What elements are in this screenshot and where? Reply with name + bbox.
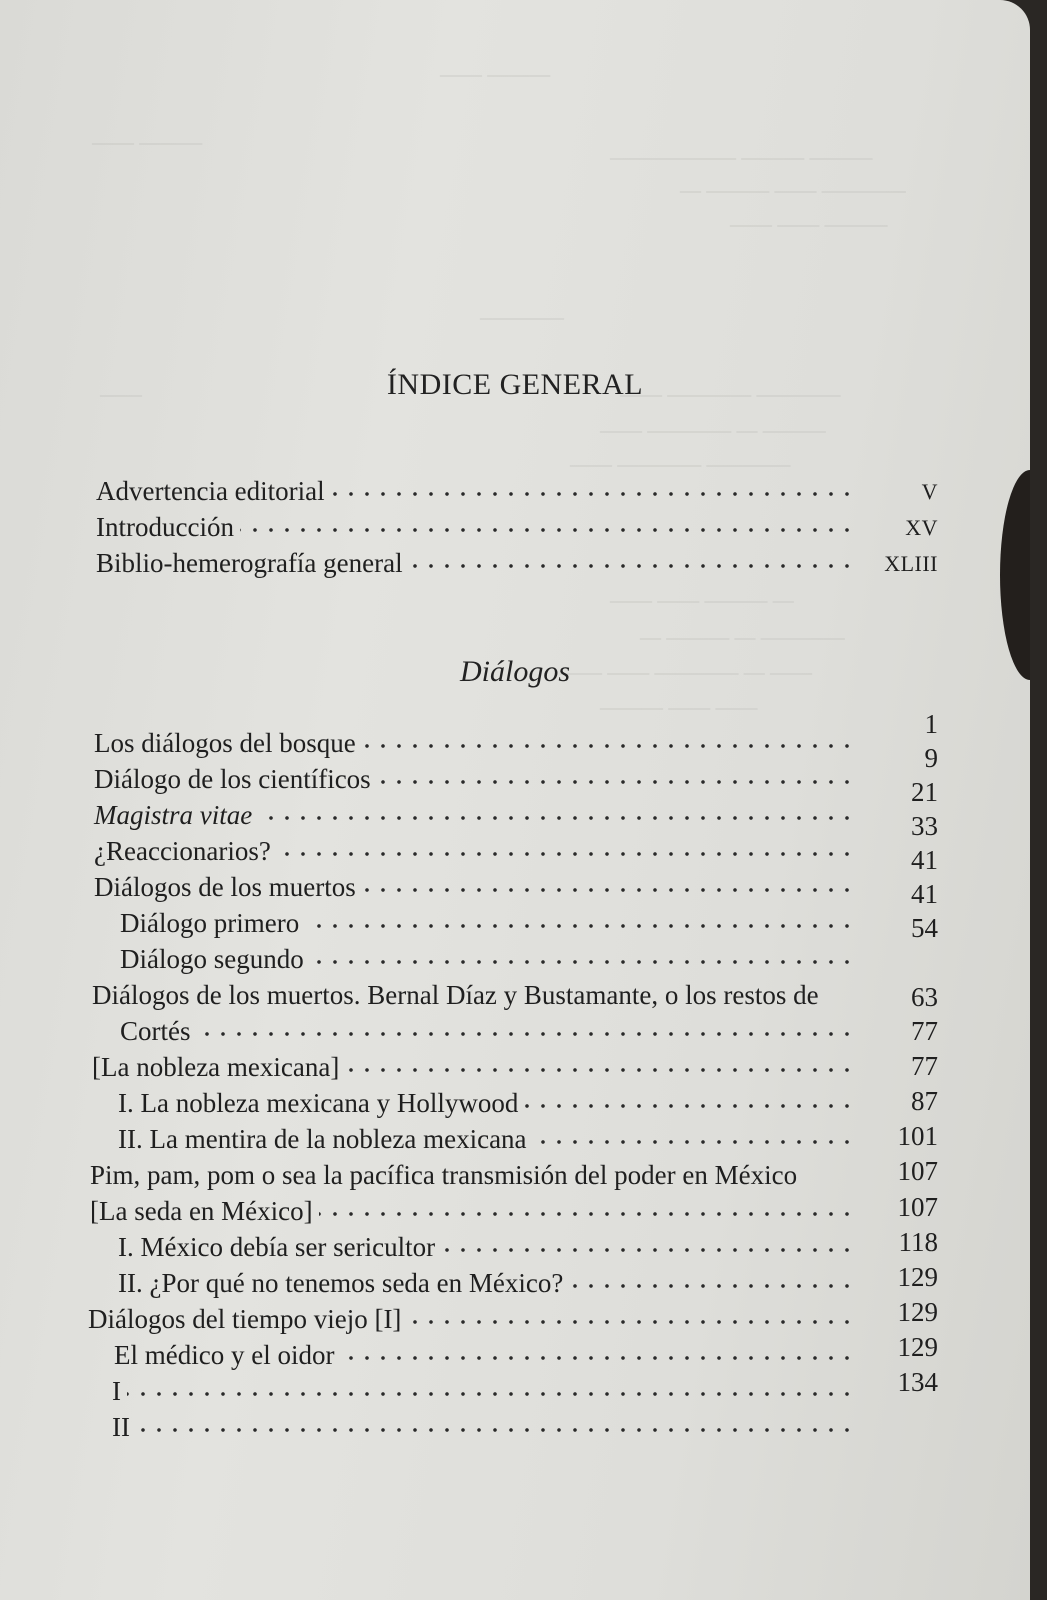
toc-entry[interactable] [0, 1376, 1030, 1410]
toc-entry-label: II [112, 1412, 130, 1442]
page-number: 54 [911, 913, 938, 943]
toc-entry[interactable] [0, 1304, 1030, 1338]
toc-entry[interactable] [0, 872, 1030, 906]
leader-dots [277, 844, 855, 864]
section-title: Diálogos [459, 655, 570, 688]
toc-entry-label: Diálogos de los muertos. Bernal Díaz y Bustamante, o los restos de [92, 980, 819, 1010]
toc-entry-label: II. ¿Por qué no tenemos seda en México? [118, 1268, 564, 1298]
page-number: 41 [911, 845, 938, 875]
toc-entry-label: ¿Reaccionarios? [94, 836, 271, 866]
page-number: 118 [898, 1227, 938, 1257]
leader-dots [362, 880, 855, 900]
leader-dots [377, 772, 855, 792]
toc-entry-label: [La seda en México] [90, 1196, 313, 1226]
toc-entry[interactable] [0, 1412, 1030, 1446]
leader-dots [345, 1060, 855, 1080]
toc-entry-label: Cortés [120, 1016, 191, 1046]
leader-dots [533, 1132, 855, 1152]
toc-entry-label: Biblio-hemerografía general [96, 548, 403, 578]
page-number: 129 [897, 1332, 938, 1362]
toc-entry-label: Diálogo segundo [120, 944, 304, 974]
page-number: 63 [911, 982, 938, 1012]
toc-entry[interactable] [0, 728, 1030, 762]
toc-entry[interactable] [0, 944, 1030, 978]
toc-entry-label: Introducción [96, 512, 234, 542]
page-number: 33 [911, 811, 938, 841]
toc-entry[interactable] [0, 1016, 1030, 1050]
toc-entry-biblio[interactable] [0, 548, 1030, 582]
toc-entry-label: Diálogo primero [120, 908, 300, 938]
toc-entry-label: Diálogos del tiempo viejo [I] [88, 1304, 402, 1334]
toc-entry-page: V [921, 479, 938, 504]
toc-entry-label: I. La nobleza mexicana y Hollywood [118, 1088, 519, 1118]
toc-entry-label: Magistra vitae [94, 800, 253, 830]
toc-entry[interactable] [0, 1268, 1030, 1302]
page-number: 21 [911, 777, 938, 807]
page-number: 41 [911, 879, 938, 909]
leader-dots [407, 1312, 855, 1332]
toc-entry-label: Diálogo de los científicos [94, 764, 371, 794]
toc-entry-label: El médico y el oidor [114, 1340, 335, 1370]
toc-entry-label: [La nobleza mexicana] [92, 1052, 340, 1082]
leader-dots [319, 1204, 855, 1224]
toc-entry-label: Advertencia editorial [96, 476, 325, 506]
toc-entry-label: Diálogos de los muertos [94, 872, 356, 902]
toc-entry[interactable] [0, 1340, 1030, 1374]
toc-entry-page: XV [905, 515, 938, 540]
toc-entry[interactable] [0, 836, 1030, 870]
toc-entry[interactable] [0, 1088, 1030, 1122]
page-number: 1 [924, 709, 938, 739]
page-number: 107 [897, 1192, 938, 1222]
leader-dots [441, 1240, 855, 1260]
page-number: 101 [897, 1121, 938, 1151]
leader-dots [340, 1348, 855, 1368]
leader-dots [127, 1384, 855, 1404]
page-number: 77 [911, 1051, 938, 1081]
toc-entry[interactable] [0, 1232, 1030, 1266]
leader-dots [524, 1096, 855, 1116]
toc-entry-page: XLIII [884, 551, 938, 576]
page-number: 129 [897, 1297, 938, 1327]
toc-entry-introduccion[interactable] [0, 512, 1030, 546]
leader-dots [258, 808, 855, 828]
bleed-through-text: ⁠—— ——— —— ——— —————— ——— ——— — ——— —— ———— —— —— ——— ———— —— —— ———— ———— —— ———— — ——— —— ———— ———— —— —— ——— — — ——— — ———— —— —— ———— — —— ——— —— —— [92, 62, 906, 719]
leader-dots [362, 736, 855, 756]
leader-dots [310, 952, 855, 972]
toc-entry[interactable] [0, 980, 1030, 1014]
toc-entry-label: I. México debía ser sericultor [118, 1232, 436, 1262]
toc-entry[interactable] [0, 1196, 1030, 1230]
toc-entry[interactable] [0, 764, 1030, 798]
leader-dots [305, 916, 855, 936]
leader-dots [569, 1276, 855, 1296]
toc-entry-label: I [112, 1376, 121, 1406]
page-number: 9 [924, 743, 938, 773]
toc-entry-label: Los diálogos del bosque [94, 728, 356, 758]
toc-entry-label: Pim, pam, pom o sea la pacífica transmisión del poder en México [90, 1160, 798, 1190]
leader-dots [197, 1024, 855, 1044]
toc-entry-label: II. La mentira de la nobleza mexicana [118, 1124, 527, 1154]
toc-entry[interactable] [0, 1160, 1030, 1194]
leader-dots [409, 556, 855, 576]
toc-entry-advertencia[interactable] [0, 476, 1030, 510]
leader-dots [240, 520, 855, 540]
leader-dots [331, 484, 855, 504]
page-number: 129 [897, 1262, 938, 1292]
page-number: 134 [897, 1367, 938, 1397]
toc-entry[interactable] [0, 908, 1030, 942]
page-title: ÍNDICE GENERAL [386, 368, 644, 401]
page-number: 87 [911, 1086, 938, 1116]
toc-entry[interactable] [0, 1052, 1030, 1086]
toc-entry[interactable] [0, 800, 1030, 834]
page-number: 107 [897, 1156, 938, 1186]
page-number: 77 [911, 1016, 938, 1046]
toc-entry[interactable] [0, 1124, 1030, 1158]
leader-dots [136, 1420, 855, 1440]
